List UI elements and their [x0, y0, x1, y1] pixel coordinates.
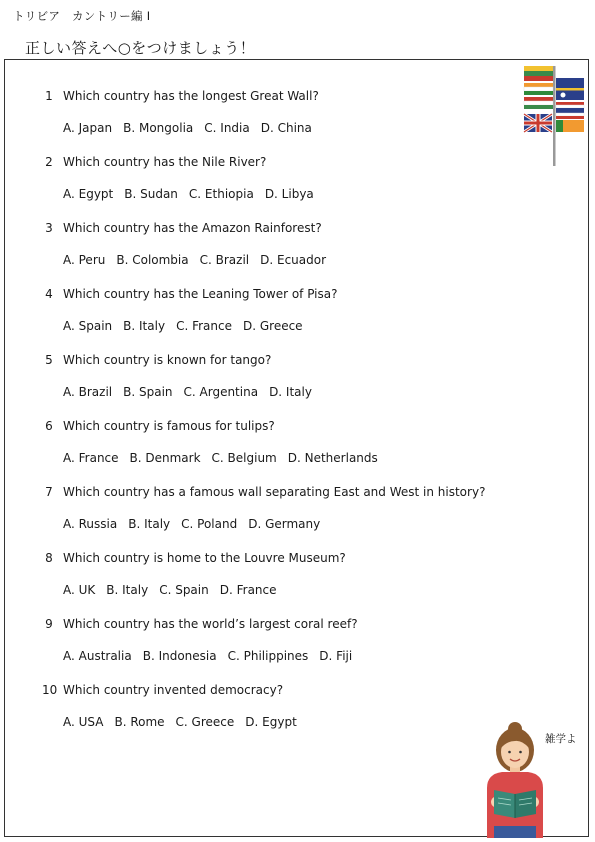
choice-a[interactable]: A. Peru	[63, 253, 106, 267]
choice-c[interactable]: C. Argentina	[183, 385, 259, 399]
answer-choices	[63, 121, 323, 135]
choice-d[interactable]: D. Ecuador	[260, 253, 327, 267]
answer-choices	[63, 583, 288, 597]
question-number: 8	[45, 551, 53, 565]
choice-a[interactable]: A. Brazil	[63, 385, 113, 399]
mascot-label: 雑学よ	[545, 733, 577, 745]
question-number: 3	[45, 221, 53, 235]
question-text: Which country has the Nile River?	[63, 155, 267, 169]
choice-a[interactable]: A. Spain	[63, 319, 113, 333]
answer-choices	[63, 451, 389, 465]
answer-choices	[63, 517, 331, 531]
choice-b[interactable]: B. Italy	[123, 319, 166, 333]
choice-d[interactable]: D. Italy	[269, 385, 312, 399]
choice-d[interactable]: D. China	[260, 121, 312, 135]
question-number: 9	[45, 617, 53, 631]
choice-b[interactable]: B. Italy	[106, 583, 149, 597]
question-text: Which country has the Amazon Rainforest?	[63, 221, 322, 235]
choice-d[interactable]: D. Egypt	[245, 715, 297, 729]
question-number: 4	[45, 287, 53, 301]
choice-b[interactable]: B. Rome	[114, 715, 165, 729]
question-text: Which country has a famous wall separating East and West in history?	[63, 485, 486, 499]
question-number: 1	[45, 89, 53, 103]
header-title: トリビア カントリー編 Ⅰ	[13, 9, 151, 23]
woman-reading-book-icon	[474, 722, 556, 838]
choice-a[interactable]: A. Japan	[63, 121, 113, 135]
choice-a[interactable]: A. Australia	[63, 649, 132, 663]
choice-c[interactable]: C. France	[176, 319, 232, 333]
choice-c[interactable]: C. Poland	[181, 517, 238, 531]
choice-d[interactable]: D. Netherlands	[287, 451, 378, 465]
question-number: 6	[45, 419, 53, 433]
answer-choices	[63, 319, 314, 333]
answer-choices	[63, 715, 308, 729]
question-number: 2	[45, 155, 53, 169]
choice-a[interactable]: A. USA	[63, 715, 104, 729]
question-text: Which country is known for tango?	[63, 353, 272, 367]
choice-b[interactable]: B. Sudan	[124, 187, 178, 201]
answer-choices	[63, 253, 337, 267]
question-frame	[4, 59, 589, 837]
choice-c[interactable]: C. Philippines	[227, 649, 309, 663]
choice-a[interactable]: A. UK	[63, 583, 96, 597]
question-text: Which country has the longest Great Wall?	[63, 89, 319, 103]
choice-d[interactable]: D. Greece	[242, 319, 303, 333]
choice-d[interactable]: D. Fiji	[319, 649, 353, 663]
choice-c[interactable]: C. Spain	[159, 583, 209, 597]
choice-b[interactable]: B. Mongolia	[123, 121, 194, 135]
choice-a[interactable]: A. Russia	[63, 517, 118, 531]
question-text: Which country has the Leaning Tower of Pisa?	[63, 287, 338, 301]
choice-c[interactable]: C. Ethiopia	[188, 187, 254, 201]
question-text: Which country invented democracy?	[63, 683, 284, 697]
choice-d[interactable]: D. Germany	[248, 517, 321, 531]
choice-d[interactable]: D. Libya	[264, 187, 314, 201]
choice-b[interactable]: B. Italy	[128, 517, 171, 531]
choice-c[interactable]: C. Belgium	[211, 451, 277, 465]
question-text: Which country has the world’s largest coral reef?	[63, 617, 358, 631]
choice-c[interactable]: C. India	[204, 121, 250, 135]
choice-a[interactable]: A. Egypt	[63, 187, 114, 201]
choice-b[interactable]: B. Denmark	[129, 451, 201, 465]
choice-c[interactable]: C. Brazil	[199, 253, 250, 267]
choice-c[interactable]: C. Greece	[175, 715, 235, 729]
question-number: 10	[42, 683, 58, 697]
question-text: Which country is famous for tulips?	[63, 419, 275, 433]
answer-choices	[63, 187, 325, 201]
question-number: 5	[45, 353, 53, 367]
choice-b[interactable]: B. Spain	[123, 385, 173, 399]
answer-choices	[63, 649, 363, 663]
instruction: 正しい答えへ○をつけましょう！	[25, 39, 256, 57]
question-number: 7	[45, 485, 53, 499]
answer-choices	[63, 385, 323, 399]
choice-b[interactable]: B. Colombia	[116, 253, 189, 267]
choice-a[interactable]: A. France	[63, 451, 119, 465]
question-text: Which country is home to the Louvre Museum?	[63, 551, 346, 565]
choice-d[interactable]: D. France	[219, 583, 277, 597]
choice-b[interactable]: B. Indonesia	[142, 649, 217, 663]
